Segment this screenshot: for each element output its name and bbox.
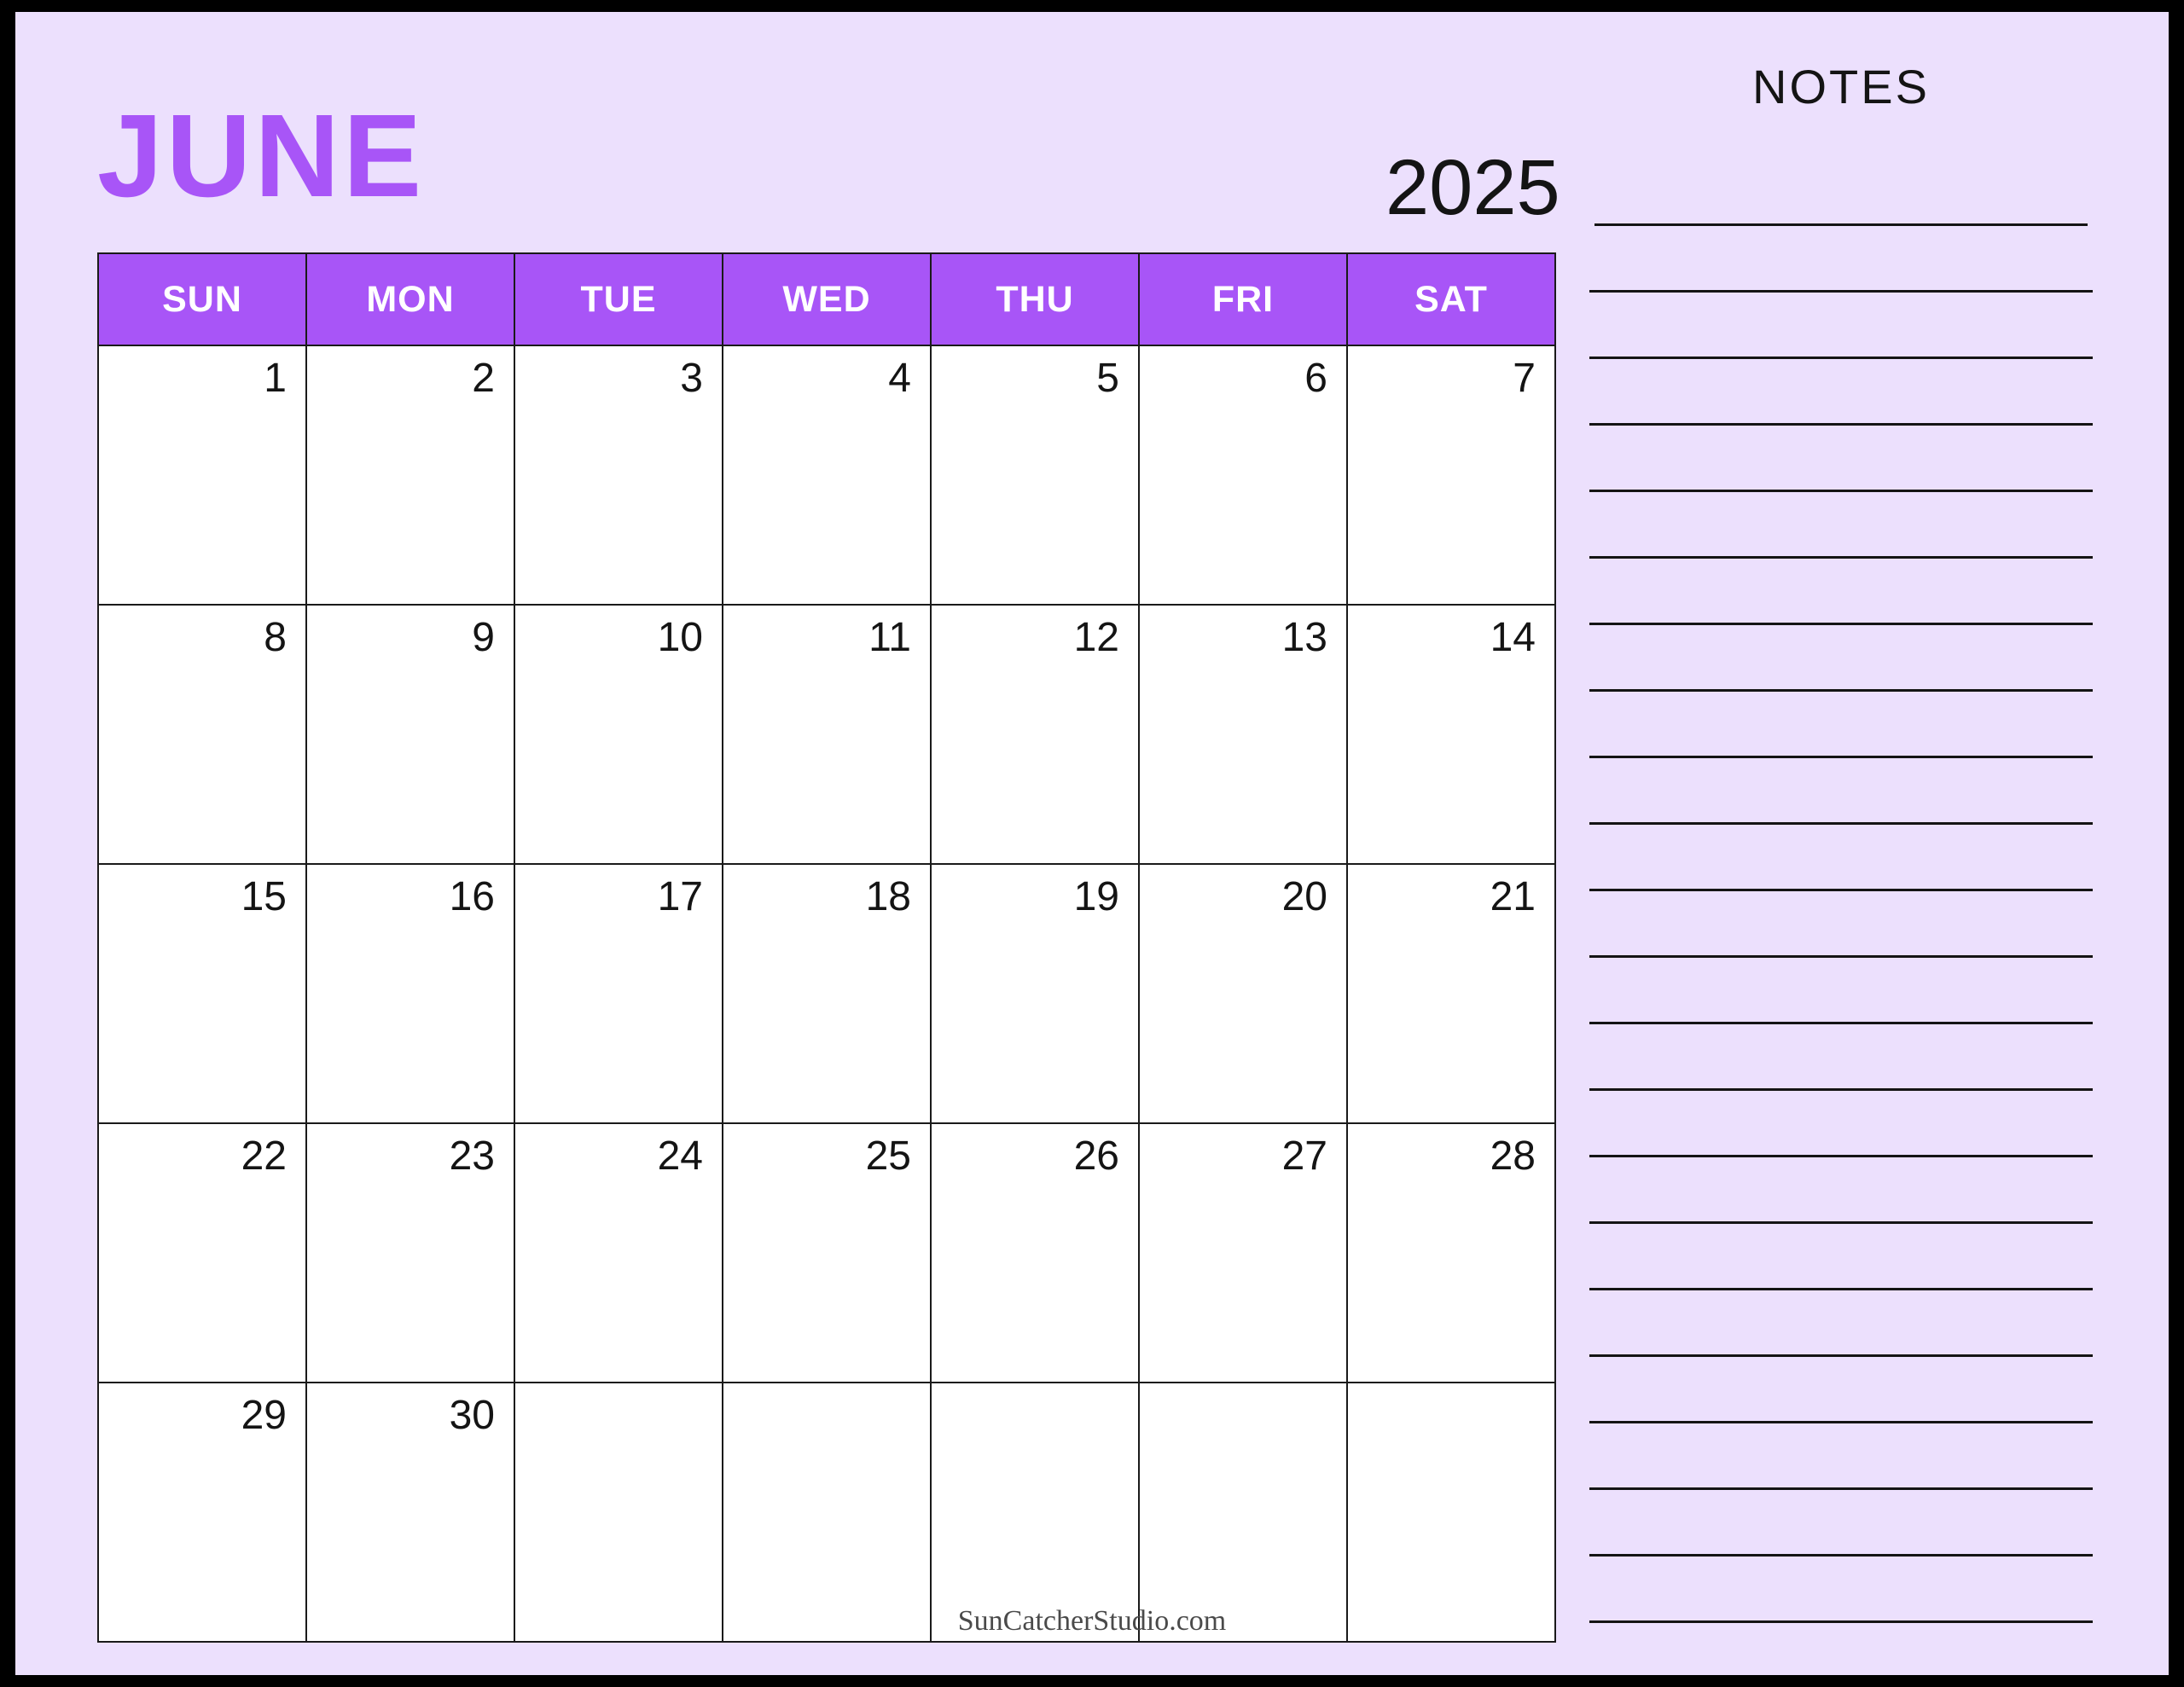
note-line[interactable] [1589,559,2093,625]
day-cell[interactable]: 1 [98,345,306,605]
note-line[interactable] [1589,825,2093,891]
day-cell[interactable]: 20 [1139,864,1347,1123]
day-cell[interactable]: 5 [931,345,1139,605]
day-cell[interactable]: 3 [514,345,723,605]
note-line[interactable] [1589,625,2093,692]
weekday-header-wed: WED [723,253,931,345]
note-line[interactable] [1589,293,2093,359]
note-line[interactable] [1589,426,2093,492]
note-line[interactable] [1594,159,2088,226]
day-cell[interactable]: 9 [306,605,514,864]
week-row [98,345,1555,605]
day-cell[interactable]: 12 [931,605,1139,864]
day-cell[interactable]: 28 [1347,1123,1555,1383]
notes-lines[interactable] [1589,159,2093,1623]
day-cell[interactable]: 2 [306,345,514,605]
day-cell-empty[interactable] [514,1383,723,1642]
day-cell[interactable]: 10 [514,605,723,864]
week-row [98,1123,1555,1383]
day-cell[interactable]: 17 [514,864,723,1123]
calendar-sheet [15,12,2169,1675]
day-cell-empty[interactable] [723,1383,931,1642]
day-cell[interactable]: 14 [1347,605,1555,864]
day-cell[interactable]: 26 [931,1123,1139,1383]
day-cell[interactable]: 30 [306,1383,514,1642]
month-grid [97,252,1556,1643]
note-line[interactable] [1589,1091,2093,1157]
note-line[interactable] [1589,492,2093,559]
day-cell[interactable]: 27 [1139,1123,1347,1383]
day-cell-empty[interactable] [931,1383,1139,1642]
weekday-header-mon: MON [306,253,514,345]
weekday-header-sun: SUN [98,253,306,345]
footer-credit: SunCatcherStudio.com [957,1605,1227,1637]
weekday-header-thu: THU [931,253,1139,345]
day-cell[interactable]: 22 [98,1123,306,1383]
day-cell[interactable]: 15 [98,864,306,1123]
weekday-header-sat: SAT [1347,253,1555,345]
note-line[interactable] [1589,1224,2093,1290]
day-cell[interactable]: 24 [514,1123,723,1383]
day-cell[interactable]: 18 [723,864,931,1123]
day-cell[interactable]: 7 [1347,345,1555,605]
day-cell[interactable]: 21 [1347,864,1555,1123]
weekday-header-row [98,253,1555,345]
note-line[interactable] [1589,891,2093,958]
week-row [98,605,1555,864]
day-cell[interactable]: 11 [723,605,931,864]
week-row [98,1383,1555,1642]
day-cell[interactable]: 25 [723,1123,931,1383]
weekday-header-tue: TUE [514,253,723,345]
note-line[interactable] [1589,1290,2093,1357]
note-line[interactable] [1589,1157,2093,1224]
note-line[interactable] [1589,692,2093,758]
day-cell-empty[interactable] [1139,1383,1347,1642]
day-cell[interactable]: 29 [98,1383,306,1642]
day-cell-empty[interactable] [1347,1383,1555,1642]
notes-title: NOTES [1752,60,1930,113]
weekday-header-fri: FRI [1139,253,1347,345]
note-line[interactable] [1589,958,2093,1024]
month-title: JUNE [97,90,426,222]
note-line[interactable] [1589,1423,2093,1490]
day-cell[interactable]: 13 [1139,605,1347,864]
note-line[interactable] [1589,1490,2093,1557]
note-line[interactable] [1589,226,2093,293]
calendar-header [97,63,1565,231]
day-cell[interactable]: 19 [931,864,1139,1123]
day-cell[interactable]: 23 [306,1123,514,1383]
note-line[interactable] [1589,1024,2093,1091]
note-line[interactable] [1589,359,2093,426]
year-title: 2025 [1385,144,1560,231]
note-line[interactable] [1589,1357,2093,1423]
week-row [98,864,1555,1123]
day-cell[interactable]: 8 [98,605,306,864]
notes-panel [1589,59,2093,1594]
day-cell[interactable]: 6 [1139,345,1347,605]
day-cell[interactable]: 4 [723,345,931,605]
day-cell[interactable]: 16 [306,864,514,1123]
note-line[interactable] [1589,758,2093,825]
